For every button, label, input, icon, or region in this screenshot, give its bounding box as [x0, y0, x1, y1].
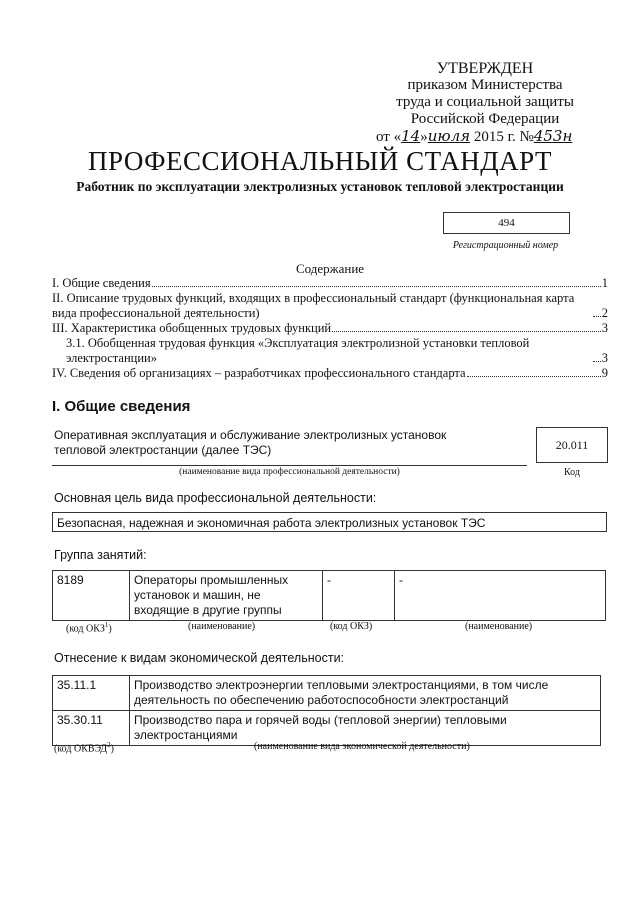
- toc-entry-page: 1: [601, 276, 608, 290]
- toc-entry-text: I. Общие сведения: [52, 276, 151, 290]
- activity-code-caption: Код: [564, 467, 580, 478]
- order-day: 14: [401, 127, 421, 145]
- footnote-mark[interactable]: 1: [104, 621, 109, 629]
- approval-block: [370, 60, 600, 146]
- approval-line-ministry: приказом Министерства: [407, 77, 563, 93]
- order-number: 453н: [533, 127, 573, 145]
- okz-name-caption: (наименование): [188, 621, 256, 632]
- goal-box: Безопасная, надежная и экономичная работа электролизных установок ТЭС: [52, 512, 607, 532]
- approval-title: УТВЕРЖДЕН: [436, 60, 534, 77]
- okz-name-cell: Операторы промышленных установок и машин, не входящие в другие группы: [130, 571, 323, 621]
- caption-text: ): [110, 743, 114, 755]
- registration-number-label: Регистрационный номер: [452, 240, 559, 251]
- toc-leader: [152, 286, 601, 287]
- table-of-contents: [52, 276, 608, 381]
- approval-line-federation: Российской Федерации: [410, 111, 560, 127]
- toc-entry-text: III. Характеристика обобщенных трудовых функций: [52, 321, 332, 335]
- approval-order-line: [370, 128, 600, 146]
- caption-text: (код ОКВЭД: [54, 743, 108, 755]
- activity-name: Оперативная эксплуатация и обслуживание электролизных установок тепловой электростанции (далее ТЭС): [54, 428, 447, 457]
- toc-entry[interactable]: [52, 321, 608, 336]
- approval-line-labor: труда и социальной защиты: [396, 94, 574, 110]
- order-mid: »: [420, 129, 428, 145]
- okz-code-caption-2: (код ОКЗ): [330, 621, 373, 632]
- toc-entry[interactable]: [52, 336, 608, 366]
- order-prefix: от «: [376, 129, 402, 145]
- toc-entry-text: 3.1. Обобщенная трудовая функция «Эксплуатация электролизной установки тепловой электростанции»: [66, 336, 530, 365]
- table-row: [53, 676, 601, 711]
- caption-text: (код ОКЗ: [66, 623, 105, 635]
- okved-code-cell: 35.11.1: [53, 676, 130, 711]
- occupation-group-table: [52, 570, 606, 621]
- activity-underline: [52, 465, 527, 466]
- okved-name-cell: Производство электроэнергии тепловыми электростанциями, в том числе деятельность по обеспечению работоспособности электростанций: [130, 676, 601, 711]
- okz-code-caption: [66, 621, 112, 634]
- toc-leader: [593, 316, 601, 317]
- toc-leader: [467, 376, 601, 377]
- okved-code-caption: [54, 741, 114, 754]
- activity-code-box: 20.011: [536, 427, 608, 463]
- toc-title: Содержание: [295, 261, 365, 276]
- toc-entry[interactable]: [52, 276, 608, 291]
- toc-entry-page: 3: [601, 321, 608, 335]
- occupation-group-label: Группа занятий:: [54, 548, 147, 562]
- order-month: июля: [427, 127, 471, 145]
- okz-code-cell: 8189: [53, 571, 130, 621]
- toc-entry-page: 3: [601, 351, 608, 365]
- okved-name-caption: (наименование вида экономической деятельности): [254, 741, 470, 752]
- footnote-mark[interactable]: 2: [107, 741, 111, 749]
- toc-entry-page: 2: [601, 306, 608, 320]
- okz-name-caption-2: (наименование): [465, 621, 533, 632]
- okved-code-cell: 35.30.11: [53, 711, 130, 746]
- goal-label: Основная цель вида профессиональной деятельности:: [54, 491, 377, 505]
- okz-name-cell-2: -: [395, 571, 606, 621]
- toc-entry-text: II. Описание трудовых функций, входящих в профессиональный стандарт (функциональная карта вида профессиональной деятельности): [52, 291, 575, 320]
- document-subtitle: Работник по эксплуатации электролизных установок тепловой электростанции: [76, 179, 564, 194]
- economic-activity-table: [52, 675, 601, 746]
- okz-code-cell-2: -: [323, 571, 395, 621]
- caption-text: ): [108, 623, 112, 635]
- toc-entry-page: 9: [601, 366, 608, 380]
- section-heading: I. Общие сведения: [52, 398, 191, 415]
- registration-number-box: 494: [443, 212, 570, 234]
- toc-entry-text: IV. Сведения об организациях – разработчиках профессионального стандарта: [52, 366, 466, 380]
- toc-entry[interactable]: [52, 291, 608, 321]
- table-row: [53, 571, 606, 621]
- toc-leader: [593, 361, 601, 362]
- order-year: 2015 г. №: [470, 129, 534, 145]
- toc-leader: [332, 331, 601, 332]
- economic-activity-label: Отнесение к видам экономической деятельности:: [54, 651, 345, 665]
- activity-caption: (наименование вида профессиональной деятельности): [179, 467, 400, 477]
- toc-entry[interactable]: [52, 366, 608, 381]
- document-title: ПРОФЕССИОНАЛЬНЫЙ СТАНДАРТ: [87, 146, 553, 176]
- okved-name-cell: Производство пара и горячей воды (тепловой энергии) тепловыми электростанциями: [130, 711, 601, 746]
